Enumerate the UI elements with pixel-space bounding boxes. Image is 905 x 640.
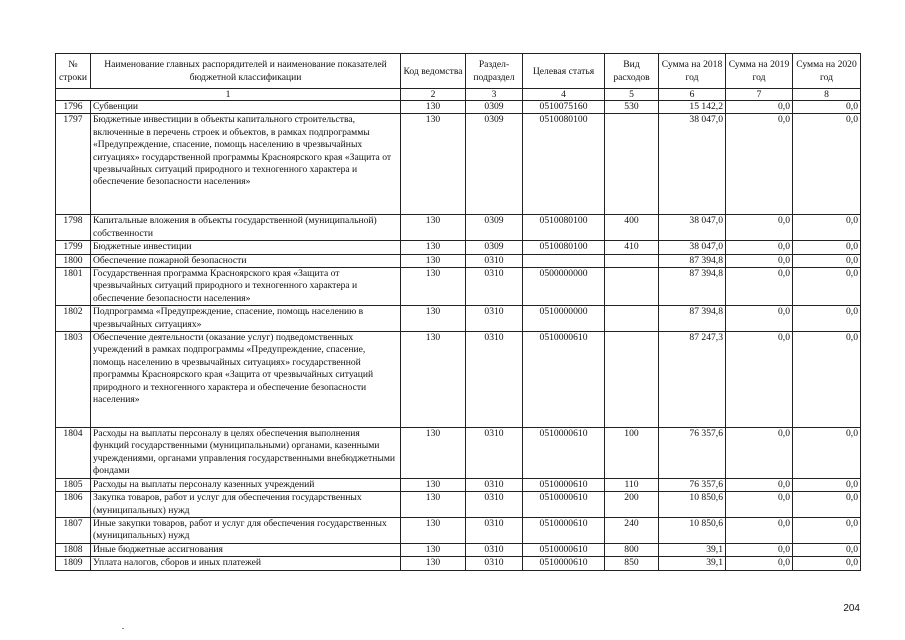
sum-2019-cell: 0,0 — [726, 332, 793, 428]
exp-type-cell: 400 — [605, 215, 659, 241]
row-no-cell: 1801 — [56, 268, 91, 306]
budget-table — [55, 53, 861, 571]
target-cell: 0510080100 — [523, 114, 605, 215]
column-number: 3 — [466, 89, 523, 101]
row-no-cell: 1802 — [56, 306, 91, 332]
table-row — [56, 557, 861, 570]
sum-2019-cell: 0,0 — [726, 254, 793, 267]
dept-code-cell: 130 — [401, 478, 466, 491]
sum-2019-cell: 0,0 — [726, 306, 793, 332]
exp-type-cell — [605, 114, 659, 215]
row-no-cell: 1808 — [56, 543, 91, 556]
column-number: 8 — [793, 89, 861, 101]
row-no-cell: 1797 — [56, 114, 91, 215]
row-no-cell: 1800 — [56, 254, 91, 267]
header-target: Целевая статья — [523, 54, 605, 89]
target-cell: 0510000610 — [523, 543, 605, 556]
exp-type-cell: 800 — [605, 543, 659, 556]
exp-type-cell — [605, 332, 659, 428]
target-cell: 0500000000 — [523, 268, 605, 306]
row-name-cell: Бюджетные инвестиции — [91, 241, 401, 254]
exp-type-cell: 410 — [605, 241, 659, 254]
target-cell: 0510080100 — [523, 215, 605, 241]
row-name-cell: Уплата налогов, сборов и иных платежей — [91, 557, 401, 570]
sum-2018-cell: 38 047,0 — [659, 114, 726, 215]
target-cell: 0510080100 — [523, 241, 605, 254]
sum-2019-cell: 0,0 — [726, 428, 793, 479]
sum-2018-cell: 39,1 — [659, 543, 726, 556]
scan-speck — [122, 628, 124, 629]
exp-type-cell — [605, 268, 659, 306]
header-row-no: № строки — [56, 54, 91, 89]
target-cell: 0510075160 — [523, 101, 605, 114]
row-name-cell: Подпрограмма «Предупреждение, спасение, помощь населению в чрезвычайных ситуациях» — [91, 306, 401, 332]
table-row — [56, 241, 861, 254]
target-cell: 0510000610 — [523, 557, 605, 570]
row-no-cell: 1799 — [56, 241, 91, 254]
column-number: 2 — [401, 89, 466, 101]
sum-2020-cell: 0,0 — [793, 517, 861, 543]
exp-type-cell — [605, 254, 659, 267]
subsection-cell: 0310 — [466, 478, 523, 491]
table-row — [56, 268, 861, 306]
dept-code-cell: 130 — [401, 101, 466, 114]
dept-code-cell: 130 — [401, 241, 466, 254]
header-row — [56, 54, 861, 89]
dept-code-cell: 130 — [401, 114, 466, 215]
table-row — [56, 332, 861, 428]
row-name-cell: Субвенции — [91, 101, 401, 114]
row-name-cell: Обеспечение деятельности (оказание услуг) подведомственных учреждений в рамках подпрограммы «Предупреждение, спасение, помощь населению в чрезвычайных ситуациях» государственной программы Красноярского края «Защита от чрезвычайных ситуаций природного и техногенного характера и обеспечение безопасности населения» — [91, 332, 401, 428]
sum-2020-cell: 0,0 — [793, 254, 861, 267]
table-body — [56, 101, 861, 571]
sum-2019-cell: 0,0 — [726, 517, 793, 543]
sum-2018-cell: 38 047,0 — [659, 241, 726, 254]
table-row — [56, 306, 861, 332]
column-number: 5 — [605, 89, 659, 101]
table-row — [56, 428, 861, 479]
dept-code-cell: 130 — [401, 543, 466, 556]
sum-2020-cell: 0,0 — [793, 478, 861, 491]
dept-code-cell: 130 — [401, 428, 466, 479]
dept-code-cell: 130 — [401, 254, 466, 267]
sum-2018-cell: 87 247,3 — [659, 332, 726, 428]
dept-code-cell: 130 — [401, 306, 466, 332]
column-number-row — [56, 89, 861, 101]
row-no-cell: 1809 — [56, 557, 91, 570]
sum-2019-cell: 0,0 — [726, 492, 793, 518]
sum-2019-cell: 0,0 — [726, 215, 793, 241]
subsection-cell: 0310 — [466, 517, 523, 543]
sum-2018-cell: 87 394,8 — [659, 268, 726, 306]
sum-2018-cell: 87 394,8 — [659, 306, 726, 332]
header-name: Наименование главных распорядителей и наименование показателей бюджетной классификации — [91, 54, 401, 89]
row-name-cell: Расходы на выплаты персоналу казенных учреждений — [91, 478, 401, 491]
row-name-cell: Закупка товаров, работ и услуг для обеспечения государственных (муниципальных) нужд — [91, 492, 401, 518]
sum-2019-cell: 0,0 — [726, 114, 793, 215]
row-name-cell: Расходы на выплаты персоналу в целях обеспечения выполнения функций государственными (муниципальными) органами, казенными учреждениями, органами управления государственными внебюджетными фондами — [91, 428, 401, 479]
sum-2020-cell: 0,0 — [793, 428, 861, 479]
dept-code-cell: 130 — [401, 557, 466, 570]
sum-2020-cell: 0,0 — [793, 215, 861, 241]
sum-2020-cell: 0,0 — [793, 557, 861, 570]
sum-2020-cell: 0,0 — [793, 268, 861, 306]
header-exp-type: Вид расходов — [605, 54, 659, 89]
target-cell: 0510000610 — [523, 517, 605, 543]
subsection-cell: 0310 — [466, 543, 523, 556]
sum-2020-cell: 0,0 — [793, 332, 861, 428]
subsection-cell: 0309 — [466, 101, 523, 114]
row-name-cell: Иные бюджетные ассигнования — [91, 543, 401, 556]
sum-2019-cell: 0,0 — [726, 101, 793, 114]
row-name-cell: Бюджетные инвестиции в объекты капитального строительства, включенные в перечень строек и объектов, в рамках подпрограммы «Предупреждение, спасение, помощь населению в чрезвычайных ситуациях» государственной программы Красноярского края «Защита от чрезвычайных ситуаций природного и техногенного характера и обеспечение безопасности населения» — [91, 114, 401, 215]
row-name-cell: Государственная программа Красноярского края «Защита от чрезвычайных ситуаций природного и техногенного характера и обеспечение безопасности населения» — [91, 268, 401, 306]
dept-code-cell: 130 — [401, 517, 466, 543]
sum-2018-cell: 76 357,6 — [659, 428, 726, 479]
row-no-cell: 1798 — [56, 215, 91, 241]
subsection-cell: 0309 — [466, 241, 523, 254]
column-number: 4 — [523, 89, 605, 101]
table-row — [56, 101, 861, 114]
header-subsection: Раздел- подраздел — [466, 54, 523, 89]
header-sum-2020: Сумма на 2020 год — [793, 54, 861, 89]
sum-2020-cell: 0,0 — [793, 492, 861, 518]
target-cell: 0510000610 — [523, 428, 605, 479]
row-no-cell: 1805 — [56, 478, 91, 491]
sum-2018-cell: 10 850,6 — [659, 517, 726, 543]
column-number: 7 — [726, 89, 793, 101]
target-cell — [523, 254, 605, 267]
row-name-cell: Капитальные вложения в объекты государственной (муниципальной) собственности — [91, 215, 401, 241]
sum-2020-cell: 0,0 — [793, 306, 861, 332]
exp-type-cell: 100 — [605, 428, 659, 479]
row-name-cell: Иные закупки товаров, работ и услуг для обеспечения государственных (муниципальных) нужд — [91, 517, 401, 543]
table-row — [56, 215, 861, 241]
dept-code-cell: 130 — [401, 492, 466, 518]
sum-2018-cell: 38 047,0 — [659, 215, 726, 241]
dept-code-cell: 130 — [401, 268, 466, 306]
header-dept-code: Код ведомства — [401, 54, 466, 89]
row-name-cell: Обеспечение пожарной безопасности — [91, 254, 401, 267]
subsection-cell: 0310 — [466, 254, 523, 267]
sum-2019-cell: 0,0 — [726, 543, 793, 556]
subsection-cell: 0310 — [466, 428, 523, 479]
sum-2019-cell: 0,0 — [726, 557, 793, 570]
sum-2020-cell: 0,0 — [793, 241, 861, 254]
subsection-cell: 0310 — [466, 306, 523, 332]
sum-2018-cell: 10 850,6 — [659, 492, 726, 518]
sum-2018-cell: 39,1 — [659, 557, 726, 570]
row-no-cell: 1804 — [56, 428, 91, 479]
target-cell: 0510000610 — [523, 332, 605, 428]
sum-2020-cell: 0,0 — [793, 101, 861, 114]
table-row — [56, 254, 861, 267]
target-cell: 0510000610 — [523, 478, 605, 491]
exp-type-cell: 200 — [605, 492, 659, 518]
exp-type-cell: 110 — [605, 478, 659, 491]
subsection-cell: 0310 — [466, 332, 523, 428]
header-sum-2019: Сумма на 2019 год — [726, 54, 793, 89]
sum-2019-cell: 0,0 — [726, 241, 793, 254]
exp-type-cell: 240 — [605, 517, 659, 543]
sum-2019-cell: 0,0 — [726, 478, 793, 491]
sum-2020-cell: 0,0 — [793, 114, 861, 215]
subsection-cell: 0310 — [466, 492, 523, 518]
column-number: 6 — [659, 89, 726, 101]
row-no-cell: 1807 — [56, 517, 91, 543]
subsection-cell: 0310 — [466, 268, 523, 306]
sum-2019-cell: 0,0 — [726, 268, 793, 306]
table-row — [56, 478, 861, 491]
exp-type-cell — [605, 306, 659, 332]
row-no-cell: 1806 — [56, 492, 91, 518]
subsection-cell: 0309 — [466, 215, 523, 241]
sum-2018-cell: 15 142,2 — [659, 101, 726, 114]
row-no-cell: 1796 — [56, 101, 91, 114]
column-number: 1 — [56, 89, 401, 101]
dept-code-cell: 130 — [401, 332, 466, 428]
sum-2020-cell: 0,0 — [793, 543, 861, 556]
target-cell: 0510000610 — [523, 492, 605, 518]
sum-2018-cell: 87 394,8 — [659, 254, 726, 267]
exp-type-cell: 530 — [605, 101, 659, 114]
exp-type-cell: 850 — [605, 557, 659, 570]
header-sum-2018: Сумма на 2018 год — [659, 54, 726, 89]
sum-2018-cell: 76 357,6 — [659, 478, 726, 491]
subsection-cell: 0310 — [466, 557, 523, 570]
table-row — [56, 114, 861, 215]
table-row — [56, 492, 861, 518]
table-row — [56, 517, 861, 543]
subsection-cell: 0309 — [466, 114, 523, 215]
page-number: 204 — [843, 603, 860, 614]
target-cell: 0510000000 — [523, 306, 605, 332]
row-no-cell: 1803 — [56, 332, 91, 428]
table-row — [56, 543, 861, 556]
dept-code-cell: 130 — [401, 215, 466, 241]
